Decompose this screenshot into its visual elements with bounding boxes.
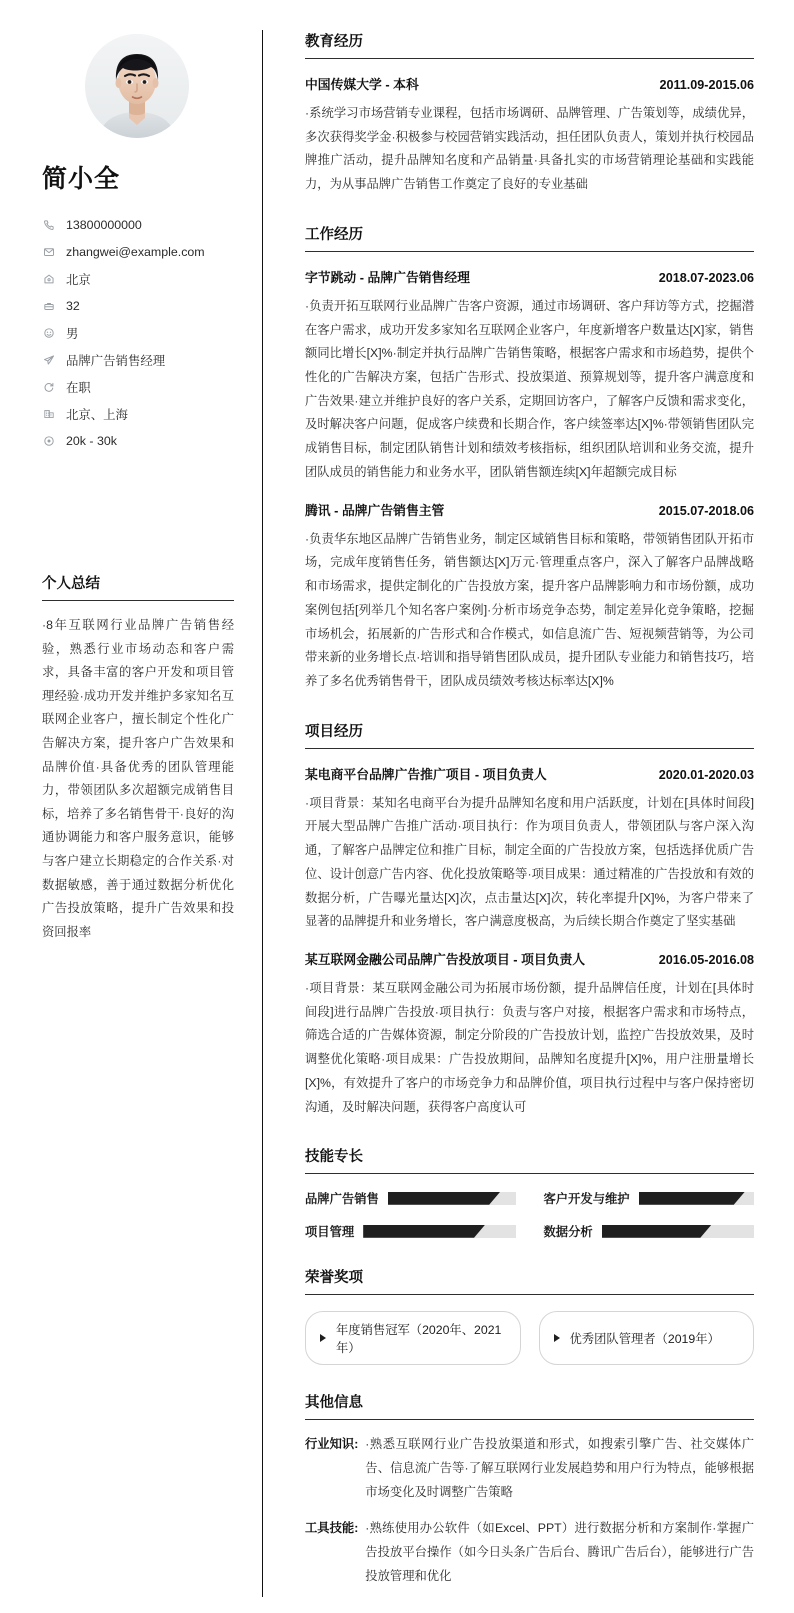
honor-chip xyxy=(539,1311,755,1365)
project-entry xyxy=(305,934,754,1119)
skill-bar-track xyxy=(639,1192,754,1205)
skill-label: 品牌广告销售 xyxy=(305,1192,379,1207)
contact-value: 北京、上海 xyxy=(66,407,128,422)
education-entry xyxy=(305,59,754,197)
contact-value: 品牌广告销售经理 xyxy=(66,353,166,368)
entry-body: ·负责开拓互联网行业品牌广告客户资源，通过市场调研、客户拜访等方式，挖掘潜在客户需求，成功开发多家知名互联网企业客户，年度新增客户数量达[X]家，销售额同比增长[X]%·制定并执行品牌广告销售策略，根据客户需求和市场趋势，提供个性化的广告解决方案，包括广告形式、投放渠道、预算规划等，提升客户满意度和广告效果·建立并维护良好的客户关系，定期回访客户，了解客户反馈和需求变化，及时解决客户问题，促成客户续费和长期合作，客户续签率达[X]%·带领销售团队完成销售目标，制定团队销售计划和绩效考核指标，组织团队培训和业务交流，提升团队成员的销售能力和业务水平，团队销售额连续[X]年超额完成目标 xyxy=(305,298,754,479)
face-icon xyxy=(43,327,62,339)
skills-section xyxy=(305,1145,754,1240)
skill-item xyxy=(544,1189,755,1207)
skills-rule xyxy=(305,1173,754,1174)
entry-title: 某电商平台品牌广告推广项目 - 项目负责人 xyxy=(305,766,547,782)
other-label: 工具技能: xyxy=(305,1521,359,1536)
entry-head xyxy=(305,764,754,783)
skill-item xyxy=(544,1222,755,1240)
other-title: 其他信息 xyxy=(305,1395,363,1412)
honors-row xyxy=(305,1311,754,1365)
spacer xyxy=(305,702,754,720)
skills-grid xyxy=(305,1189,754,1240)
avatar-wrapper xyxy=(34,34,240,138)
right-column xyxy=(263,30,760,1597)
work-title: 工作经历 xyxy=(305,226,363,243)
summary-rule xyxy=(42,600,234,601)
skill-label: 项目管理 xyxy=(305,1225,355,1240)
contact-item-phone xyxy=(43,211,240,238)
entry-title: 腾讯 - 品牌广告销售主管 xyxy=(305,502,445,518)
other-value: ·熟练使用办公软件（如Excel、PPT）进行数据分析和方案制作·掌握广告投放平台操作（如今日头条广告后台、腾讯广告后台），能够进行广告投放管理和优化 xyxy=(365,1521,754,1583)
home-icon xyxy=(43,273,62,285)
entry-head xyxy=(305,949,754,968)
contact-item-email xyxy=(43,238,240,265)
entry-body: ·项目背景：某互联网金融公司为拓展市场份额，提升品牌信任度，计划在[具体时间段]进行品牌广告投放·项目执行：负责与客户对接，根据客户需求和市场特点，筛选合适的广告媒体资源，制定分阶段的广告投放计划，监控广告投放效果，及时调整优化策略·项目成果：广告投放期间，品牌知名度提升[X]%，用户注册量增长[X]%，有效提升了客户的市场竞争力和品牌价值，项目执行过程中与客户保持密切沟通，及时解决问题，获得客户高度认可 xyxy=(305,980,754,1114)
skill-bar-track xyxy=(602,1225,754,1238)
projects-section xyxy=(305,720,754,1120)
spacer xyxy=(305,205,754,223)
spacer xyxy=(305,1127,754,1145)
entry-date: 2016.05-2016.08 xyxy=(658,952,754,967)
other-label: 行业知识: xyxy=(305,1437,359,1452)
summary-text: ·8年互联网行业品牌广告销售经验，熟悉行业市场动态和客户需求，具备丰富的客户开发和项目管理经验·成功开发并维护多家知名互联网企业客户，擅长制定个性化广告解决方案，提升客户广告效果和品牌价值·具备优秀的团队管理能力，带领团队多次超额完成销售目标，培养了多名销售骨干·良好的沟通协调能力和客户服务意识，能够与客户建立长期稳定的合作关系·对数据敏感，善于通过数据分析优化广告投放策略，提升广告效果和投资回报率 xyxy=(42,618,234,939)
contact-item-gender xyxy=(43,319,240,346)
entry-date: 2015.07-2018.06 xyxy=(658,503,754,518)
left-column xyxy=(34,30,262,1597)
user-photo-icon xyxy=(85,34,189,138)
skill-item xyxy=(305,1189,516,1207)
work-entry xyxy=(305,252,754,485)
entry-date: 2020.01-2020.03 xyxy=(658,767,754,782)
honors-section xyxy=(305,1266,754,1365)
summary-title: 个人总结 xyxy=(42,576,100,592)
entry-body: ·项目背景：某知名电商平台为提升品牌知名度和用户活跃度，计划在[具体时间段]开展大型品牌广告推广活动·项目执行：作为项目负责人，带领团队与客户深入沟通，了解客户品牌定位和推广目标，制定全面的广告投放方案，包括选择优质广告位、设计创意广告内容、优化投放策略等·项目成果：通过精准的广告投放和有效的数据分析，广告曝光量达[X]次，点击量达[X]次，转化率提升[X]%，为客户带来了显著的品牌提升和业务增长，客户满意度极高，为后续长期合作奠定了坚实基础 xyxy=(305,795,754,929)
person-name: 简小全 xyxy=(42,165,121,193)
honor-chip xyxy=(305,1311,521,1365)
skill-bar-fill xyxy=(639,1192,745,1205)
contact-value: zhangwei@example.com xyxy=(66,244,205,259)
phone-icon xyxy=(43,219,62,231)
triangle-right-icon xyxy=(554,1334,560,1342)
entry-head xyxy=(305,267,754,286)
entry-head xyxy=(305,500,754,519)
honors-title: 荣誉奖项 xyxy=(305,1270,363,1287)
entry-body: ·系统学习市场营销专业课程，包括市场调研、品牌管理、广告策划等，成绩优异，多次获得奖学金·积极参与校园营销实践活动，担任团队负责人，策划并执行校园品牌推广活动，提升品牌知名度和产品销量·具备扎实的市场营销理论基础和实践能力，为从事品牌广告销售工作奠定了良好的专业基础 xyxy=(305,106,754,192)
summary-section xyxy=(42,572,240,945)
skill-bar-track xyxy=(363,1225,515,1238)
avatar xyxy=(85,34,189,138)
other-section xyxy=(305,1391,754,1588)
contact-value: 在职 xyxy=(66,380,91,395)
entry-title: 中国传媒大学 - 本科 xyxy=(305,77,419,92)
honor-label: 优秀团队管理者（2019年） xyxy=(569,1332,720,1347)
building-icon xyxy=(43,408,62,420)
spacer xyxy=(305,1373,754,1391)
education-title: 教育经历 xyxy=(305,34,363,50)
briefcase-icon xyxy=(43,300,62,312)
education-section xyxy=(305,30,754,197)
skill-bar-track xyxy=(388,1192,516,1205)
honor-label: 年度销售冠军（2020年、2021年） xyxy=(336,1323,502,1356)
contact-value: 13800000000 xyxy=(66,217,142,232)
contact-item-cities xyxy=(43,400,240,427)
entry-date: 2011.09-2015.06 xyxy=(659,78,754,92)
contact-list xyxy=(43,211,240,454)
refresh-icon xyxy=(43,381,62,393)
honors-rule xyxy=(305,1294,754,1295)
target-icon xyxy=(43,435,62,447)
skill-item xyxy=(305,1222,516,1240)
other-row-industry xyxy=(305,1433,754,1504)
contact-item-status xyxy=(43,373,240,400)
project-entry xyxy=(305,749,754,934)
other-value: ·熟悉互联网行业广告投放渠道和形式，如搜索引擎广告、社交媒体广告、信息流广告等·了解互联网行业发展趋势和用户行为特点，能够根据市场变化及时调整广告策略 xyxy=(365,1437,754,1499)
contact-value: 北京 xyxy=(66,272,91,287)
spacer xyxy=(305,1248,754,1266)
entry-date: 2018.07-2023.06 xyxy=(658,270,754,285)
contact-value: 男 xyxy=(66,326,79,341)
skill-label: 客户开发与维护 xyxy=(543,1192,630,1207)
entry-title: 字节跳动 - 品牌广告销售经理 xyxy=(305,269,470,285)
envelope-icon xyxy=(43,246,62,258)
skill-bar-fill xyxy=(602,1225,712,1238)
contact-item-position xyxy=(43,346,240,373)
entry-title: 某互联网金融公司品牌广告投放项目 - 项目负责人 xyxy=(305,951,586,967)
other-row-tools xyxy=(305,1517,754,1588)
contact-item-salary xyxy=(43,427,240,454)
contact-value: 32 xyxy=(66,298,80,313)
triangle-right-icon xyxy=(320,1334,326,1342)
entry-body: ·负责华东地区品牌广告销售业务，制定区域销售目标和策略，带领销售团队开拓市场，完成年度销售任务，销售额达[X]万元·管理重点客户，深入了解客户品牌战略和市场需求，提供定制化的广告投放方案，提升客户品牌影响力和市场份额，成功案例包括[列举几个知名客户案例]·分析市场竞争态势，制定差异化竞争策略，挖掘市场机会，拓展新的广告形式和合作模式，如信息流广告、短视频营销等，为公司带来新的业务增长点·培训和指导销售团队成员，提升团队专业能力和销售技巧，培养了多名优秀销售骨干，团队成员绩效考核达标率达[X]% xyxy=(305,531,754,688)
contact-item-age xyxy=(43,292,240,319)
skill-bar-fill xyxy=(363,1225,485,1238)
skills-title: 技能专长 xyxy=(305,1149,363,1166)
projects-title: 项目经历 xyxy=(305,723,363,740)
contact-item-city xyxy=(43,265,240,292)
skill-bar-fill xyxy=(388,1192,500,1205)
paper-plane-icon xyxy=(43,354,62,366)
work-entry xyxy=(305,485,754,694)
skill-label: 数据分析 xyxy=(543,1225,593,1240)
other-rule xyxy=(305,1419,754,1420)
entry-head xyxy=(305,74,754,93)
contact-value: 20k - 30k xyxy=(66,433,117,448)
work-section xyxy=(305,223,754,694)
